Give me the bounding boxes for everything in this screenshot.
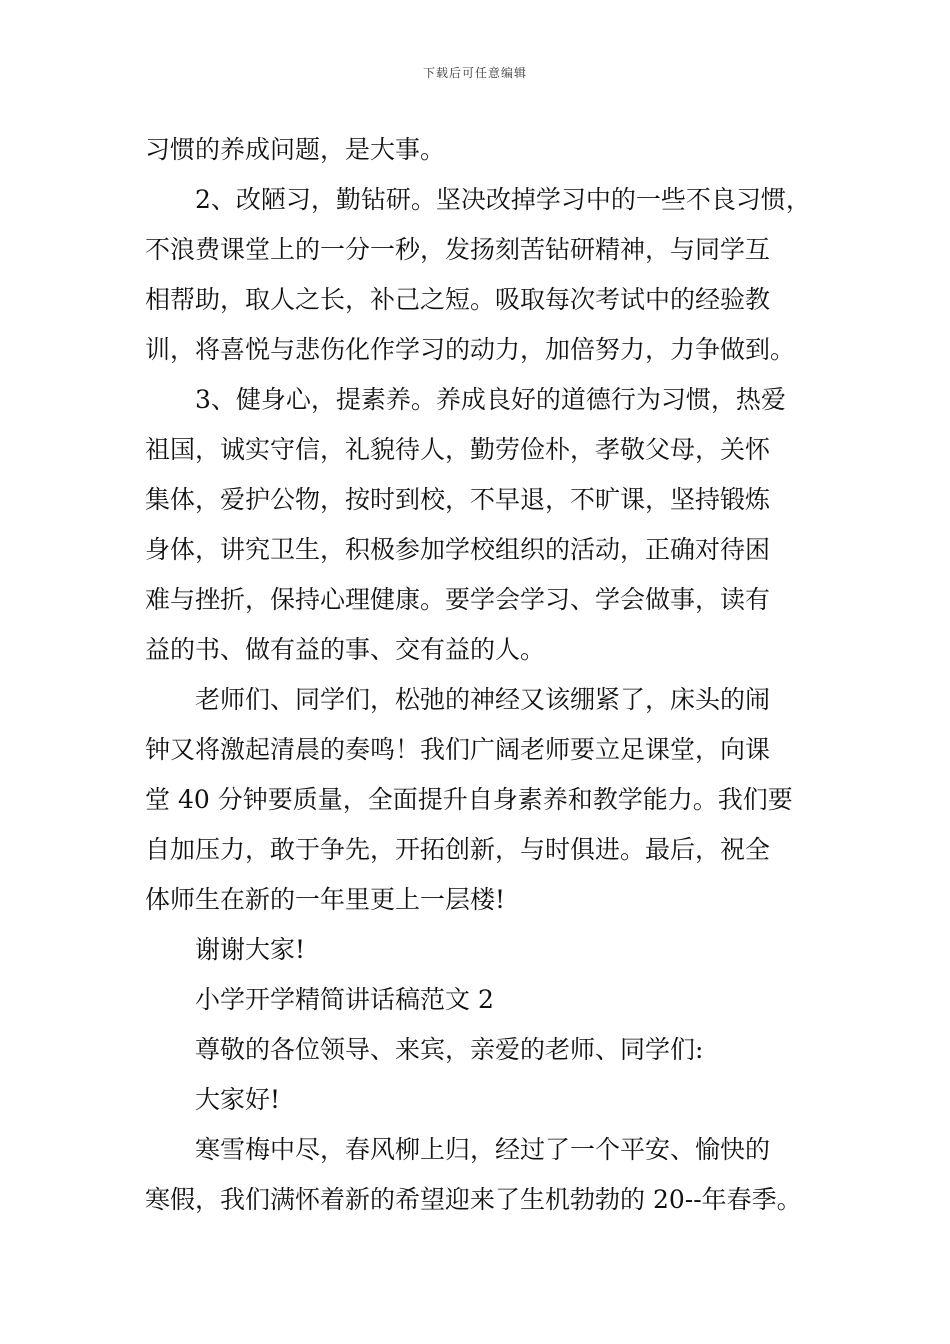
text-line-10: 难与挫折，保持心理健康。要学会学习、学会做事，读有 (145, 585, 771, 614)
salutation: 尊敬的各位领导、来宾，亲爱的老师、同学们: (195, 1035, 704, 1064)
document-body (145, 125, 825, 1225)
text-line-17: 谢谢大家! (195, 935, 306, 964)
text-line-7: 祖国，诚实守信，礼貌待人，勤劳俭朴，孝敬父母，关怀 (145, 435, 771, 464)
text-line-11: 益的书、做有益的事、交有益的人。 (145, 635, 546, 664)
greeting: 大家好! (195, 1085, 281, 1114)
text-line-8: 集体，爱护公物，按时到校，不早退，不旷课，坚持锻炼 (145, 485, 771, 514)
text-line-16: 体师生在新的一年里更上一层楼! (145, 885, 506, 914)
section-title: 小学开学精简讲话稿范文 2 (195, 985, 494, 1014)
text-line-4: 相帮助，取人之长，补己之短。吸取每次考试中的经验教 (145, 285, 771, 314)
text-line-22: 寒假，我们满怀着新的希望迎来了生机勃勃的 20--年春季。 (145, 1185, 802, 1214)
text-line-9: 身体，讲究卫生，积极参加学校组织的活动，正确对待困 (145, 535, 771, 564)
page-header: 下载后可任意编辑 (422, 66, 527, 80)
text-line-3: 不浪费课堂上的一分一秒，发扬刻苦钻研精神，与同学互 (145, 235, 771, 264)
text-line-13: 钟又将激起清晨的奏鸣！我们广阔老师要立足课堂，向课 (145, 735, 771, 764)
text-line-5: 训，将喜悦与悲伤化作学习的动力，加倍努力，力争做到。 (145, 335, 796, 364)
text-line-14: 堂 40 分钟要质量，全面提升自身素养和教学能力。我们要 (145, 785, 793, 814)
text-line-15: 自加压力，敢于争先，开拓创新，与时俱进。最后，祝全 (145, 835, 771, 864)
text-line-2: 2、改陋习，勤钻研。坚决改掉学习中的一些不良习惯， (195, 185, 811, 214)
text-line-6: 3、健身心，提素养。养成良好的道德行为习惯，热爱 (195, 385, 786, 414)
text-line-12: 老师们、同学们，松弛的神经又该绷紧了，床头的闹 (195, 685, 771, 714)
text-line-21: 寒雪梅中尽，春风柳上归，经过了一个平安、愉快的 (195, 1135, 771, 1164)
text-line-1: 习惯的养成问题，是大事。 (145, 135, 446, 164)
